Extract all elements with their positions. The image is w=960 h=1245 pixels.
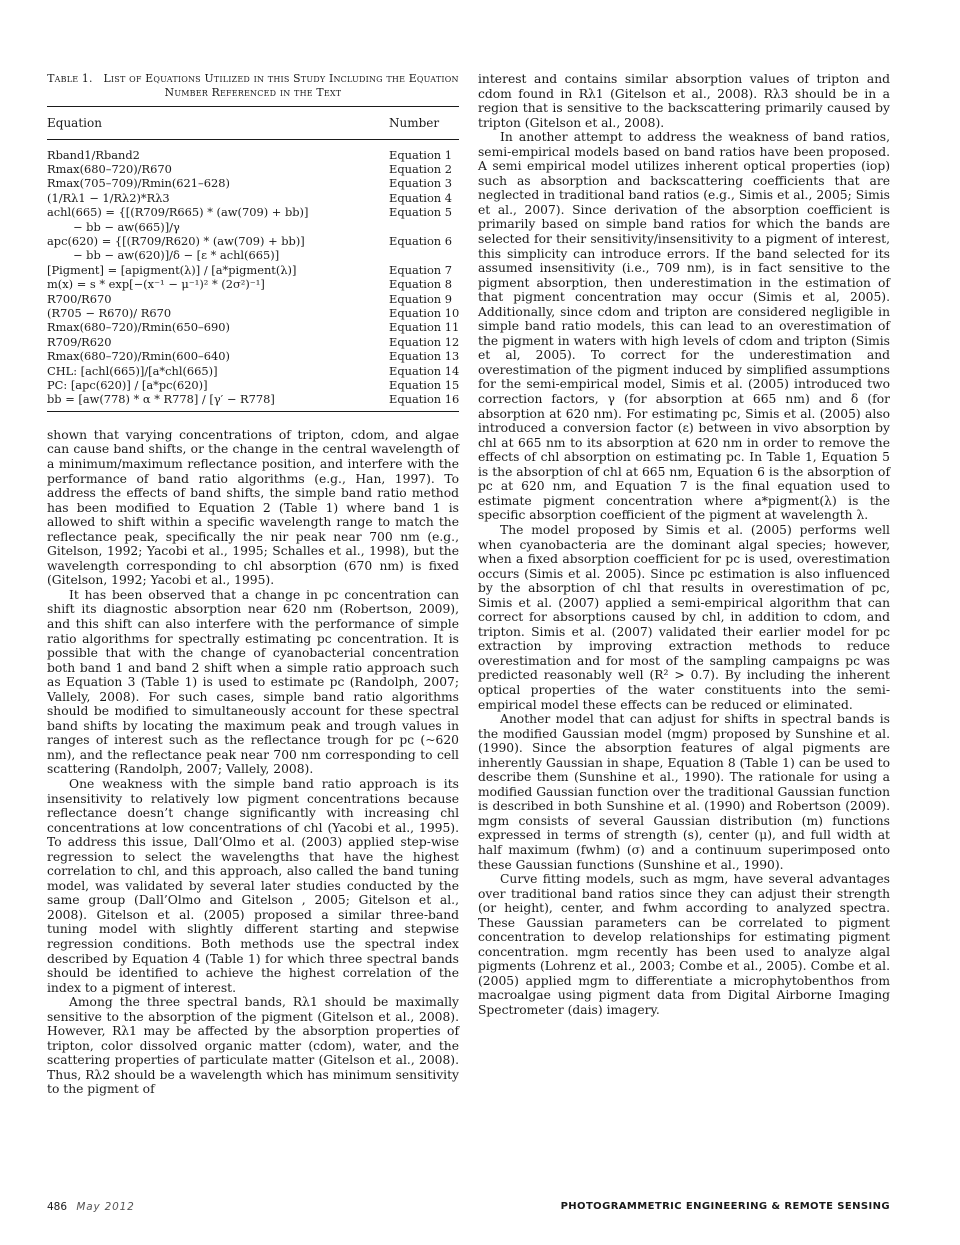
equation-number-cell — [391, 220, 459, 234]
equation-number-cell: Equation 10 — [389, 306, 460, 321]
equation-number-cell: Equation 14 — [389, 363, 460, 378]
table-row — [47, 277, 459, 291]
table-row — [47, 176, 459, 190]
table-row — [47, 220, 459, 234]
equation-number-cell: Equation 15 — [389, 378, 460, 393]
equation-number-cell: Equation 9 — [389, 291, 453, 306]
equation-number-cell: Equation 2 — [389, 161, 453, 176]
table-label: Table 1. — [47, 72, 93, 85]
equation-cell: (R705 − R670)/ R670 — [47, 306, 172, 321]
right-body-text — [478, 72, 890, 1018]
table-header-row — [47, 107, 459, 139]
table-row — [47, 378, 459, 392]
body-paragraph: One weakness with the simple band ratio approach is its insensitivity to relatively low pigment concentrations because reflectance doesn’t change significantly with increasing chl concentrations at low concentrations of chl (Yacobi et al., 1995). To address this issue, Dall’Olmo et al. (2003) applied step-wise regression to select the wavelengths that have the highest correlation to chl, and this approach, also called the band tuning model, was validated by several later studies conducted by the same group (Dall’Olmo and Gitelson , 2005; Gitelson et al., 2008). Gitelson et al. (2005) proposed a similar three-band tuning model with slightly different starting and stepwise regression conditions. Both methods use the spectral index described by Equation 4 (Table 1) for which three spectral bands should be identified to achieve the highest correlation of the index to a pigment of interest. — [47, 776, 459, 995]
table-bottom-rule — [47, 411, 459, 412]
body-paragraph: Another model that can adjust for shifts in spectral bands is the modified Gaussian model (mgm) proposed by Sunshine et al. (1990). Since the absorption features of algal pigments are inherently Gaussian in shape, Equation 8 (Table 1) can be used to describe them (Sunshine et al., 1990). The rationale for using a modified Gaussian function over the traditional Gaussian function is described in both Sunshine et al. (1990) and Robertson (2009). mgm consists of several Gaussian distribution (m) functions expressed in terms of strength (s), center (μ), and full width at half maximum (fwhm) (σ) and a continuum superimposed onto these Gaussian functions (Sunshine et al., 1990). — [478, 712, 890, 872]
header-number: Number — [389, 116, 440, 130]
folio — [47, 1201, 135, 1213]
equation-number-cell — [391, 248, 459, 262]
table-row — [47, 335, 459, 349]
body-paragraph: The model proposed by Simis et al. (2005) performs well when cyanobacteria are the dominant algal species; however, when a fixed absorption coefficient for pc is used, overestimation occurs (Simis et al. 2005). Since pc estimation is also influenced by the absorption of chl that results in overestimation of pc, Simis et al. (2007) applied a semi-empirical algorithm that can correct for absorptions caused by chl, in addition to cdom, and tripton. Simis et al. (2007) validated their earlier model for pc extraction by improving extraction methods to reduce overestimation and for most of the sampling campaigns pc was predicted reasonably well (R² > 0.7). By including the inherent optical properties of the water constituents into the semi-empirical model these effects can be reduced or eliminated. — [478, 522, 890, 712]
table-caption-text: List of Equations Utilized in this Study Including the Equation Number Referenced in the Text — [103, 72, 459, 99]
equation-cell: − bb − aw(665)]/γ — [73, 219, 180, 234]
left-body-text — [47, 428, 459, 1097]
body-paragraph: In another attempt to address the weakness of band ratios, semi-empirical models based on band ratios have been proposed. A semi empirical model utilizes inherent optical properties (iop) such as absorption and backscattering coefficients that are neglected in traditional band ratios (e.g., Simis et al., 2005; Simis et al., 2007). Since derivation of the absorption coefficient is primarily based on simple band ratios for which the bands are selected for their sensitivity/insensitivity to a pigment of interest, this simplicity can introduce errors. If the band selected for its assumed insensitivity (i.e., 709 nm), is in fact sensitive to the pigment absorption, then underestimation in the estimation of that pigment concentration may occur (Simis et al, 2005). Additionally, since cdom and tripton are considered negligible in simple band ratio models, this can lead to an overestimation of the pigment in waters with high levels of cdom and tripton (Simis et al, 2005). To correct for the underestimation and overestimation of the pigment induced by simplified assumptions for the semi-empirical model, Simis et al. (2005) introduced two correction factors, γ (for absorption at 665 nm) and δ (for absorption at 620 nm). For estimating pc, Simis et al. (2005) also introduced a conversion factor (ε) between in vivo absorption by chl at 665 nm to its absorption at 620 nm in order to remove the effects of chl absorption on estimating pc. In Table 1, Equation 5 is the absorption of chl at 665 nm, Equation 6 is the absorption of pc at 620 nm, and Equation 7 is the final equation used to estimate pigment concentration where a*pigment(λ) is the specific absorption coefficient of the pigment at wavelength λ. — [478, 130, 890, 523]
table-row — [47, 162, 459, 176]
body-paragraph: It has been observed that a change in pc concentration can shift its diagnostic absorption near 620 nm (Robertson, 2009), and this shift can also interfere with the performance of simple ratio algorithms for spectrally estimating pc concentration. It is possible that with the change of cyanobacterial concentration both band 1 and band 2 shift when a simple ratio approach such as Equation 3 (Table 1) is used to estimate pc (Randolph, 2007; Vallely, 2008). For such cases, simple band ratio algorithms should be modified to simultaneously account for these spectral band shifts by locating the maximum peak and trough values in ranges of interest such as the reflectance trough for pc (~620 nm), and the reflectance peak near 700 nm corresponding to cell scattering (Randolph, 2007; Vallely, 2008). — [47, 587, 459, 777]
left-column — [47, 72, 459, 1097]
table-row — [47, 392, 459, 406]
equation-cell: Rmax(680–720)/Rmin(650–690) — [47, 320, 230, 335]
equation-cell: Rband1/Rband2 — [47, 147, 140, 162]
table-row — [47, 148, 459, 162]
equation-cell: Rmax(680–720)/R670 — [47, 161, 172, 176]
equation-number-cell: Equation 13 — [389, 349, 460, 364]
issue-date: May 2012 — [76, 1201, 135, 1213]
body-paragraph: interest and contains similar absorption values of tripton and cdom found in Rλ1 (Gitelson et al., 2008). Rλ3 should be in a region that is sensitive to the backscattering primarily caused by tripton (Gitelson et al., 2008). — [478, 72, 890, 130]
page-number: 486 — [47, 1201, 68, 1213]
table-row — [47, 191, 459, 205]
equation-cell: apc(620) = {[(R709/R620) * (aw(709) + bb)] — [47, 233, 305, 248]
body-paragraph: Among the three spectral bands, Rλ1 should be maximally sensitive to the absorption of the pigment (Gitelson et al., 2008). However, Rλ1 may be affected by the absorption properties of tripton, color dissolved organic matter (cdom), water, and the scattering properties of particulate matter (Gitelson et al., 2008). Thus, Rλ2 should be a wavelength which has minimum sensitivity to the pigment of — [47, 995, 459, 1097]
right-column — [478, 72, 890, 1018]
equation-number-cell: Equation 8 — [389, 277, 453, 292]
equation-cell: Rmax(680–720)/Rmin(600–640) — [47, 349, 230, 364]
table-row — [47, 349, 459, 363]
header-equation: Equation — [47, 116, 102, 130]
equation-cell: (1/Rλ1 − 1/Rλ2)*Rλ3 — [47, 190, 170, 205]
equation-number-cell: Equation 16 — [389, 392, 460, 407]
body-paragraph: Curve fitting models, such as mgm, have several advantages over traditional band ratios since they can adjust their strength (or height), center, and fwhm according to analyzed spectra. These Gaussian parameters can be correlated to pigment concentration to develop relationships for estimating pigment concentration. mgm recently has been used to analyze algal pigments (Lohrenz et al., 2003; Combe et al., 2005). Combe et al. (2005) applied mgm to differentiate a microphytobenthos from macroalgae using pigment data from Digital Airborne Imaging Spectrometer (dais) imagery. — [478, 872, 890, 1017]
equation-cell: m(x) = s * exp[−(x⁻¹ − μ⁻¹)² * (2σ²)⁻¹] — [47, 277, 265, 292]
page-footer — [47, 1201, 890, 1219]
table-row — [47, 306, 459, 320]
journal-name: PHOTOGRAMMETRIC ENGINEERING & REMOTE SENSING — [560, 1201, 890, 1212]
equation-number-cell: Equation 12 — [389, 334, 460, 349]
equation-number-cell: Equation 3 — [389, 176, 453, 191]
table-row — [47, 364, 459, 378]
table-row — [47, 263, 459, 277]
table-row — [47, 248, 459, 262]
equation-cell: R709/R620 — [47, 334, 112, 349]
equation-number-cell: Equation 4 — [389, 190, 453, 205]
table-caption — [47, 72, 459, 100]
equation-cell: [Pigment] = [apigment(λ)] / [a*pigment(λ)] — [47, 262, 297, 277]
table-row — [47, 320, 459, 334]
equation-cell: achl(665) = {[(R709/R665) * (aw(709) + bb)] — [47, 205, 309, 220]
equation-number-cell: Equation 1 — [389, 147, 453, 162]
equation-table — [47, 72, 459, 412]
table-body — [47, 140, 459, 411]
equation-number-cell: Equation 5 — [389, 205, 453, 220]
table-row — [47, 205, 459, 219]
equation-cell: Rmax(705–709)/Rmin(621–628) — [47, 176, 230, 191]
equation-number-cell: Equation 7 — [389, 262, 453, 277]
equation-number-cell: Equation 11 — [389, 320, 460, 335]
body-paragraph: shown that varying concentrations of tripton, cdom, and algae can cause band shifts, or the change in the central wavelength of a minimum/maximum reflectance position, and interfere with the performance of band ratio algorithms (e.g., Han, 1997). To address the effects of band shifts, the simple band ratio method has been modified to Equation 2 (Table 1) where band 1 is allowed to shift within a specific wavelength range to match the reflectance peak, specifically the nir peak near 700 nm (e.g., Gitelson, 1992; Yacobi et al., 1995; Schalles et al., 1998), but the wavelength corresponding to chl absorption (670 nm) is fixed (Gitelson, 1992; Yacobi et al., 1995). — [47, 427, 459, 588]
equation-cell: CHL: [achl(665)]/[a*chl(665)] — [47, 363, 218, 378]
equation-cell: PC: [apc(620)] / [a*pc(620)] — [47, 378, 208, 393]
table-row — [47, 234, 459, 248]
equation-number-cell: Equation 6 — [389, 233, 453, 248]
equation-cell: − bb − aw(620)]/δ − [ε * achl(665)] — [73, 248, 280, 263]
equation-cell: R700/R670 — [47, 291, 112, 306]
table-row — [47, 292, 459, 306]
equation-cell: bb = [aw(778) * α * R778] / [γ′ − R778] — [47, 392, 275, 407]
